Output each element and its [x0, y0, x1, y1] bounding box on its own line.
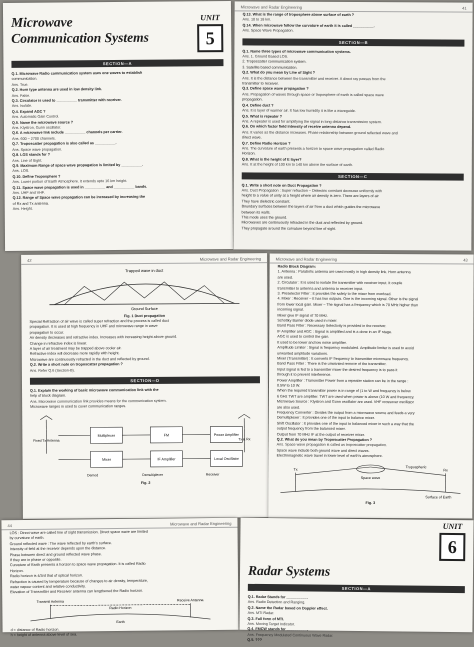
answer-line: Ans. Line of Sight. — [12, 157, 224, 164]
answer-line: Ans. Refer Q.6 (Section-B). — [30, 367, 260, 374]
text-line: d = distance of Radio horizon. — [11, 626, 231, 634]
question-line: Q.13. What is the range of troposphere above surface of earth ? — [243, 12, 465, 19]
question-line: Q.8. LOS stands for ? — [12, 151, 224, 158]
fig3-caption: Fig. 3 — [268, 500, 472, 505]
text-line: Change in refractive index is linear. — [30, 340, 260, 347]
page-44 — [1, 518, 238, 632]
question-line: Q.10. Define Troposphere ? — [12, 173, 224, 180]
troposcatter-figure — [275, 462, 465, 499]
text-line: height to a value of unity at a height where air density is zero. There are layers of air — [242, 194, 464, 201]
block-label: Receiver — [206, 472, 220, 476]
chapter-title-line2: Communication Systems — [11, 30, 149, 47]
text-line: Microwave are continuously refracted in the duct and reflected by ground. — [30, 356, 260, 363]
text-line: If they are in phase or opposite. — [10, 556, 230, 564]
text-line: Air density decreases and refractive index. Increases with increasing height above ground. — [30, 334, 260, 341]
text-line: Mixer give IF signal of 70 MHz. — [277, 313, 465, 319]
text-line: Mixer (Transmitter) : It converts IF frequency to transmitter microwave frequency. — [277, 356, 465, 362]
text-line: 2. Troposcatter communication system. — [242, 60, 464, 67]
question-line: Q.5. Name the microwave source ? — [12, 119, 224, 126]
block-label: Power Amplifier — [214, 433, 240, 437]
text-line: output frequency from the balanced mixer. — [277, 427, 465, 433]
page-number: 43 — [463, 257, 467, 262]
text-line: A layer of air treatment may be trapped above cooler air. — [30, 345, 260, 352]
text-line: unwanted amplitude variations. — [277, 351, 465, 357]
text-line: 0.5W to 10 W. — [277, 383, 465, 389]
running-head-title: Microwave and Radar Engineering — [170, 521, 231, 527]
answer-line: Ans. Duct Propagation : Super refraction – Dielectric constant decrease uniformly with — [242, 188, 464, 195]
text-line: Schottky Barrier diode used in mixer. — [277, 319, 465, 325]
unit-label: UNIT — [439, 522, 465, 531]
running-head-title: Microwave and Radar Engineering — [200, 256, 261, 261]
text-line: Horizon. — [242, 152, 464, 159]
answer-line: Ans. Height. — [13, 205, 225, 212]
radio-horizon-figure — [20, 597, 220, 625]
answer-line: Ans. Frequency Modulated Continuous Wave Radar. — [247, 633, 464, 641]
text-line: Band Pass Filter : Necessary Selectivity is provided in the receiver. — [277, 324, 465, 330]
page-43 — [268, 253, 473, 518]
fig-label-horizon: Radio Horizon — [109, 606, 131, 610]
question-line: Q.1. Explain the working of basic microwave communication link with the — [30, 387, 260, 394]
page6-lines — [239, 594, 473, 647]
text-line: When the required transmitter power is in range of (1 to W and frequency is below — [277, 389, 465, 395]
question-line: Radio Block Diagram: — [278, 265, 466, 271]
chapter-title: Radar Systems — [240, 563, 473, 583]
page4-lines-a — [269, 263, 474, 461]
page2-mid-lines — [234, 48, 473, 170]
chapter-header — [240, 518, 473, 565]
running-head — [21, 253, 267, 265]
fig3-label-rx: Rx — [443, 468, 448, 472]
text-line: They propagate around the curvature beyond line of sight. — [241, 226, 463, 233]
fig1-caption: Fig. 1 Duct propagation — [22, 313, 268, 319]
answer-line: Ans. MTI Radar. — [248, 611, 465, 619]
text-line: 4. Mixer : Receiver – It has two outputs. One is the incoming signal. Other is the signal — [277, 297, 465, 303]
answer-line: Ans. False. — [12, 92, 224, 99]
text-line: 3. Satellite based communication. — [242, 65, 464, 72]
block-label: Local Oscillator — [214, 457, 239, 461]
text-line: water vapour content and relative conductivity. — [10, 583, 230, 591]
answer-line: Ans. Klystron, Gunn oscillator. — [12, 124, 224, 131]
fig-label-receive: Receive Antenna — [177, 598, 204, 602]
question-line: Q.2. Write a short note on troposcatter propagation ? — [30, 361, 260, 368]
answer-line: Ans. 1. Ground Based LOS. — [242, 54, 464, 61]
answer-line: Ans. A repeater is used for amplifying the signal in long distance transmission system. — [242, 119, 464, 126]
question-line: Q.1. Write a short note on Duct Propagation ? — [242, 183, 464, 190]
answer-line: Ans. Automatic Gain Control. — [12, 113, 224, 120]
text-line: Radio horizon is 4/3rd that of optical horizon. — [10, 572, 230, 580]
block-label: Demultiplexer — [142, 473, 164, 477]
duct-boundary-arc — [54, 283, 234, 304]
fig1-label-top: Trapped wave in duct — [125, 268, 164, 273]
duct-propagation-figure — [44, 265, 244, 312]
answer-line: Ans. UHF and VHF. — [13, 189, 225, 196]
answer-line: Ans. 10 to 18 km. — [243, 18, 465, 25]
question-line: Q.5. What is repeater ? — [242, 114, 464, 121]
text-line: 3. Preselector Filter : It provides the safety to the mixer from overload. — [277, 292, 465, 298]
page3-lines-a — [22, 317, 268, 375]
answer-line: Ans. Space Wave Propagation. — [242, 29, 464, 36]
question-line: Q.1. Microwave Radio communication system uses one waves to establish — [12, 70, 224, 77]
question-line: Q.8. What is the height of E layer? — [242, 157, 464, 164]
answer-line: Ans. Lower portion of Earth Atmosphere. It extends upto 16 km height. — [12, 178, 224, 185]
text-line: through it to prevent interference. — [277, 373, 465, 379]
text-line: It used to be lower and low noise amplifier. — [277, 340, 465, 346]
antenna-dish-right — [238, 414, 250, 418]
answer-line: Ans. Isolate. — [12, 103, 224, 110]
text-line: direct wave. — [242, 136, 464, 143]
answer-line: Ans. Moving Target Indicator. — [247, 622, 464, 630]
text-line: propagation. It is used at high frequency in UHF and microwave range in wave — [30, 324, 260, 331]
ground-line — [49, 303, 239, 304]
text-line: Electromagnetic wave travel in lower level of earth's atmosphere. — [277, 454, 465, 460]
text-line: Boundary surfaces between the layers of air from a duct which guides the microwave — [242, 205, 464, 212]
running-head-title: Microwave and Radar Engineering — [241, 4, 302, 9]
microwave-link-block-diagram — [32, 412, 258, 480]
question-line: Q.14. When microwave follow the curvature of earth it is called __________. — [243, 23, 465, 30]
text-line: Microwave ranges in used to cover communication ranges. — [30, 403, 260, 410]
text-line: Band Pass Filter : There is the unwanted remove of the transmitter. — [277, 362, 465, 368]
fig3-label-space-wave: Space wave — [361, 476, 381, 480]
text-line: Refraction is caused by temperature because of changes to air density, temperature, — [10, 578, 230, 586]
question-line: Q.4. Expand AGC ? — [12, 108, 224, 115]
page3-lines-b — [22, 386, 268, 411]
answer-line: Ans. Microwave communication link provides means for the communication system. — [30, 398, 260, 405]
text-line: Elevation of Transmitter and Receiver antenna can lengthened the Radio horizon. — [10, 588, 230, 596]
question-line: Q.2. What do you mean by Line of Sight ? — [242, 71, 464, 78]
question-line: Q.3. Circulator is used to __________ transmitter with receiver. — [12, 97, 224, 104]
text-line: IF Amplifier and AGC : Signal is amplified and is a done in an IF stage. — [277, 329, 465, 335]
text-line: propagation to occur. — [30, 329, 260, 336]
text-line: transmitter to antenna and antenna to receiver input. — [277, 286, 465, 292]
question-line: Q.1. Name three types of microwave communication systems. — [242, 49, 464, 56]
antenna-dish — [40, 415, 52, 419]
page-number: 41 — [462, 6, 466, 11]
running-head-title: Microwave and Radar Engineering — [276, 256, 337, 261]
trapped-wave-path — [64, 281, 224, 304]
fig3-label-tx: Tx — [294, 467, 298, 471]
antenna-label: Tx & Rx — [238, 437, 250, 441]
text-line: Amplitude Limiter : Signal is frequency modulated. Amplitude limiter is used to avoid — [277, 346, 465, 352]
answer-line: Ans. Space wave propagation is called as troposcatter propagation. — [277, 443, 465, 449]
text-line: Demultiplexer : It provides one of the input to balance mixer. — [277, 416, 465, 422]
text-line: between its walls. — [242, 210, 464, 217]
unit-number: 5 — [197, 24, 223, 52]
text-line: 6 GHz TWT are amplifier. TWT are used when power is above (10 W and frequency. — [277, 394, 465, 400]
chapter-title-line1: Microwave — [11, 14, 149, 31]
question-line: Q.2. What do you mean by Troposcatter Propagation ? — [277, 438, 465, 444]
answer-line: Ans. It varies as the distance increases. Phase relationship between ground reflected wave and — [242, 130, 464, 137]
text-line: h = height of antenna above level of sea. — [11, 631, 231, 639]
text-line: Phase between direct and ground reflected wave phase. — [10, 550, 230, 558]
page2-bottom-lines — [233, 182, 471, 234]
earth-surface-curve — [280, 488, 460, 493]
fig-label-earth: Earth — [116, 620, 124, 624]
answer-line: Ans. The curvature of earth presents a horizon to space wave propagation called Radio — [242, 146, 464, 153]
answer-line: Ans. Radio Detection and Ranging. — [248, 600, 465, 608]
text-line: of Rx and Tx antenna. — [13, 200, 225, 207]
question-line: Q.1. Radar Stands for __________. — [248, 595, 465, 603]
antenna-label: Fixed Tx Antenna — [33, 438, 59, 442]
text-line: Power Amplifier : Transmitter Power from a repeater station can be in the range : — [277, 378, 465, 384]
block-label: Mixer — [102, 457, 112, 461]
text-line: Microwave Source : Klystron and Gunn oscillator are used. VHF crossover oscillator — [277, 400, 465, 406]
answer-line: Ans. Space wave propagation. — [12, 146, 224, 153]
page-number: 42 — [27, 258, 31, 263]
text-line: Output from 70 MHz IF at the output of receiver mixer. — [277, 432, 465, 438]
text-line: propagation. — [242, 98, 464, 105]
text-line: are also used. — [277, 405, 465, 411]
unit-label: UNIT — [197, 13, 223, 22]
text-line: are used. — [278, 275, 466, 281]
section-a-bar: SECTION—A — [11, 59, 223, 68]
question-line: Q.6. On which factor field intensity of receive antenna depend. — [242, 125, 464, 132]
answer-line: Ans. It is layer of warmer air. It has low humidity it is like a waveguide. — [242, 109, 464, 116]
page-number: 44 — [7, 523, 12, 528]
text-line: Curvature of Earth presents a horizon to space wave propagation. It is called Radio — [10, 561, 230, 569]
answer-line: Ans. It at the height of 100 km to 140 km above the surface of earth. — [242, 163, 464, 170]
block-label: Multiplexer — [98, 433, 116, 437]
question-line: Q.9. Maximum Range of space wave propagation is limited by __________. — [12, 162, 224, 169]
question-line: Q.5. ??? — [247, 638, 464, 646]
unit-box — [197, 13, 223, 52]
text-line: Microwaves are continuously refracted in the duct and reflected by ground. — [241, 221, 463, 228]
text-line: Input signal is fed to a transmitter mixer the desired frequency is to pass it — [277, 367, 465, 373]
page5-bottom-lines — [3, 625, 239, 640]
question-line: Q.6. A microwave link include __________ channels per carrier. — [12, 130, 224, 137]
page1-lines — [4, 69, 233, 214]
text-line: by curvature of earth. — [10, 534, 230, 542]
question-line: Q.4. FMCW stands for __________. — [247, 627, 464, 635]
text-line: from lower local gain. Mixer – The signal has a frequency which is 70 MHz higher than — [277, 302, 465, 308]
scatter-volume — [357, 465, 385, 473]
answer-line: Ans. It is the distance between the transmitter and receiver. A direct ray passes from the — [242, 76, 464, 83]
answer-line: Ans. True. — [12, 81, 224, 88]
section-c-bar: SECTION—C — [242, 172, 464, 180]
section-a-bar: SECTION—A — [248, 584, 465, 593]
page-42 — [21, 253, 269, 519]
text-line: 1. Antenna : Parabolic antenna are used mostly in high density link. Horn antenna — [278, 270, 466, 276]
block-label: IF Amplifier — [158, 457, 177, 461]
text-line: transmitter to receiver. — [242, 81, 464, 88]
text-line: Space wave include both ground wave and direct waves. — [277, 448, 465, 454]
text-line: They have dielectric constant. — [242, 199, 464, 206]
text-line: Frequency Converter : Divides the output from a microwave source and feeds a very — [277, 410, 465, 416]
text-line: 2. Circulator : It is used to isolate the transmitter with receiver input. It couple — [278, 281, 466, 287]
answer-line: Ans. Propagation of waves through space or troposphere of earth is called space wave — [242, 92, 464, 99]
text-line: Horizon. — [10, 567, 230, 575]
question-line: Q.7. Define Radio Horizon ? — [242, 141, 464, 148]
fig3-label-tropospheric: Tropospheric — [406, 465, 427, 469]
question-line: Q.12. Range of Space wave propagation can be increased by increasing the — [13, 194, 225, 201]
fig3-label-earth: Surface of Earth — [425, 495, 451, 499]
question-line: Q.2. Horn type antenna are used in low density link. — [12, 86, 224, 93]
text-line: help of block diagram. — [30, 393, 260, 400]
page5-lines — [2, 528, 239, 597]
text-line: Refractive index will decrease more rapidly with height. — [30, 351, 260, 358]
question-line: Q.2. Name the Radar based on Doppler effect. — [248, 606, 465, 614]
question-line: Q.3. Full form of MTI. — [248, 616, 465, 624]
block-label: FM — [164, 433, 169, 437]
answer-line: Ans. LOS. — [12, 167, 224, 174]
text-line: Ground reflected wave : The wave reflected by earth's surface. — [10, 540, 230, 548]
text-line: This mode uses the ground. — [242, 215, 464, 222]
unit-number: 6 — [439, 533, 465, 561]
fig-label-transmit: Transmit Antenna — [37, 599, 64, 603]
block-label: Demod — [87, 473, 98, 477]
question-line: Q.11. Space wave propagation is used in __________ and __________ bands. — [13, 184, 225, 191]
text-line: communication. — [12, 75, 224, 82]
question-line: Q.4. Define duct ? — [242, 103, 464, 110]
question-line: Q.7. Troposcatter propagation is also called as __________. — [12, 140, 224, 147]
fig1-label-ground: Ground Surface — [131, 307, 158, 311]
answer-line: Ans. 600 – 2700 channels. — [12, 135, 224, 142]
text-line: LOS : Direct wave are called line of sight transmission. Direct space wave are limited — [10, 529, 230, 537]
page-unit-6-start — [239, 518, 473, 632]
text-line: Intensity of field at the receiver depends upon the distance. — [10, 545, 230, 553]
fig2-caption: Fig. 2 — [23, 480, 269, 486]
page-unit-5-start — [3, 1, 233, 251]
unit-box — [439, 522, 465, 561]
text-line: Special Refraction of air wave is called super refraction and the process is called duct — [30, 318, 260, 325]
text-line: incoming signal. — [277, 308, 465, 314]
tx-ray — [296, 466, 371, 474]
section-d-bar: SECTION—D — [30, 376, 260, 385]
text-line: AGC is used to control the gain. — [277, 335, 465, 341]
section-b-bar: SECTION—B — [242, 38, 464, 46]
page-41 — [233, 1, 472, 250]
chapter-header — [3, 1, 231, 58]
question-line: Q.3. Define space wave propagation ? — [242, 87, 464, 94]
page2-top-lines — [234, 11, 472, 36]
text-line: Shift Oscillator : It provides one of the input to balanced mixer in such a way that the — [277, 421, 465, 427]
